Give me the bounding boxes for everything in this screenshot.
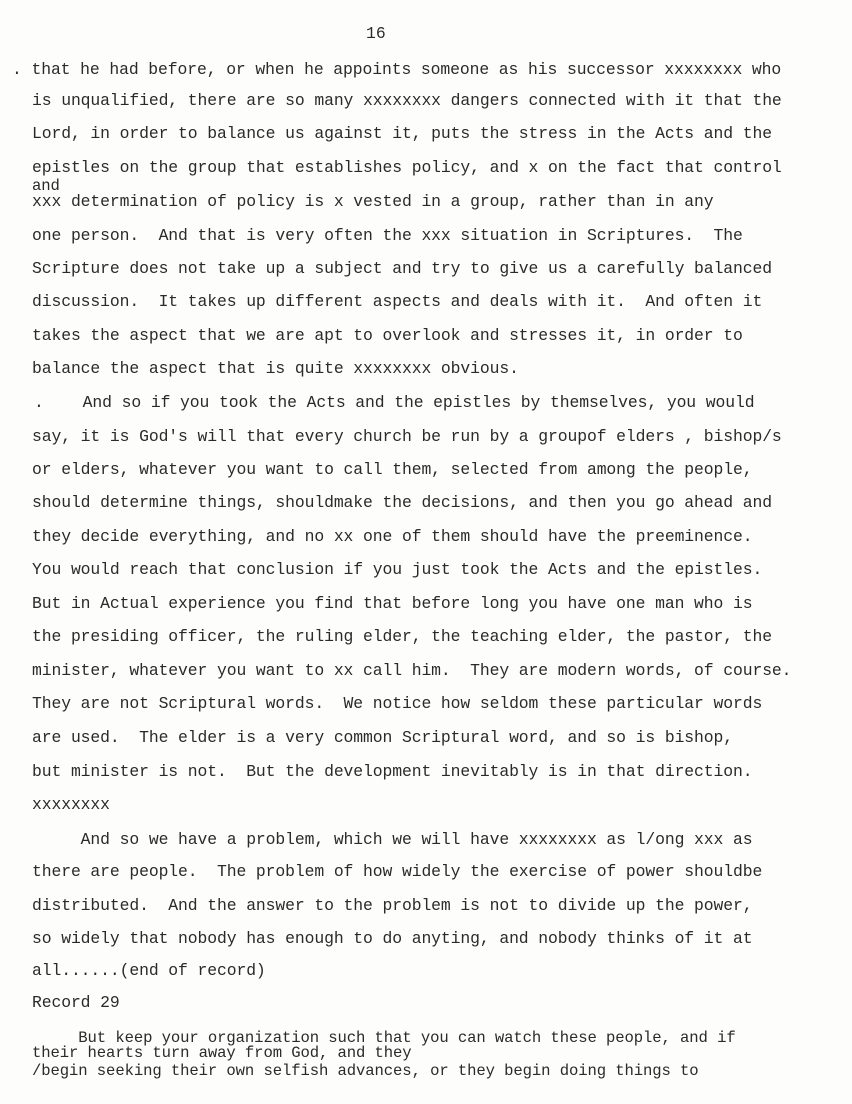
text-line: all......(end of record) [32,961,266,980]
text-line: You would reach that conclusion if you just took the Acts and the epistles. [32,560,763,579]
text-line: say, it is God's will that every church be run by a groupof elders , bishop/s [32,427,782,446]
text-line: their hearts turn away from God, and they [32,1044,412,1062]
text-line: but minister is not. But the development inevitably is in that direction. [32,762,753,781]
text-line: minister, whatever you want to xx call him. They are modern words, of course. [32,661,792,680]
text-line: takes the aspect that we are apt to overlook and stresses it, in order to [32,326,743,345]
text-line: xxx determination of policy is x vested in a group, rather than in any [32,192,714,211]
text-line: one person. And that is very often the xxx situation in Scriptures. The [32,226,743,245]
text-line: there are people. The problem of how widely the exercise of power shouldbe [32,862,763,881]
text-line: distributed. And the answer to the problem is not to divide up the power, [32,896,753,915]
text-line: They are not Scriptural words. We notice how seldom these particular words [32,694,763,713]
text-line: . And so if you took the Acts and the epistles by themselves, you would [34,393,755,412]
text-line: are used. The elder is a very common Scriptural word, and so is bishop, [32,728,733,747]
text-line: or elders, whatever you want to call them, selected from among the people, [32,460,753,479]
text-line: But in Actual experience you find that before long you have one man who is [32,594,753,613]
text-line: is unqualified, there are so many xxxxxxxx dangers connected with it that the [32,91,782,110]
text-line: xxxxxxxx [32,795,110,814]
text-line: And so we have a problem, which we will have xxxxxxxx as l/ong xxx as [32,830,753,849]
text-line: /begin seeking their own selfish advances, or they begin doing things to [32,1062,699,1080]
text-line: and [32,177,60,195]
text-line: they decide everything, and no xx one of them should have the preeminence. [32,527,753,546]
text-line: discussion. It takes up different aspects and deals with it. And often it [32,292,763,311]
text-line: the presiding officer, the ruling elder, the teaching elder, the pastor, the [32,627,772,646]
text-line: epistles on the group that establishes policy, and x on the fact that control [32,158,782,177]
text-line: Record 29 [32,993,120,1012]
text-line: Scripture does not take up a subject and try to give us a carefully balanced [32,259,772,278]
text-line: balance the aspect that is quite xxxxxxxx obvious. [32,359,519,378]
text-line: . that he had before, or when he appoints someone as his successor xxxxxxxx who [12,60,782,79]
page-number: 16 [366,24,386,43]
text-line: Lord, in order to balance us against it, puts the stress in the Acts and the [32,124,772,143]
text-line: But keep your organization such that you can watch these people, and if [32,1029,736,1047]
text-line: should determine things, shouldmake the decisions, and then you go ahead and [32,493,772,512]
text-line: so widely that nobody has enough to do anyting, and nobody thinks of it at [32,929,753,948]
